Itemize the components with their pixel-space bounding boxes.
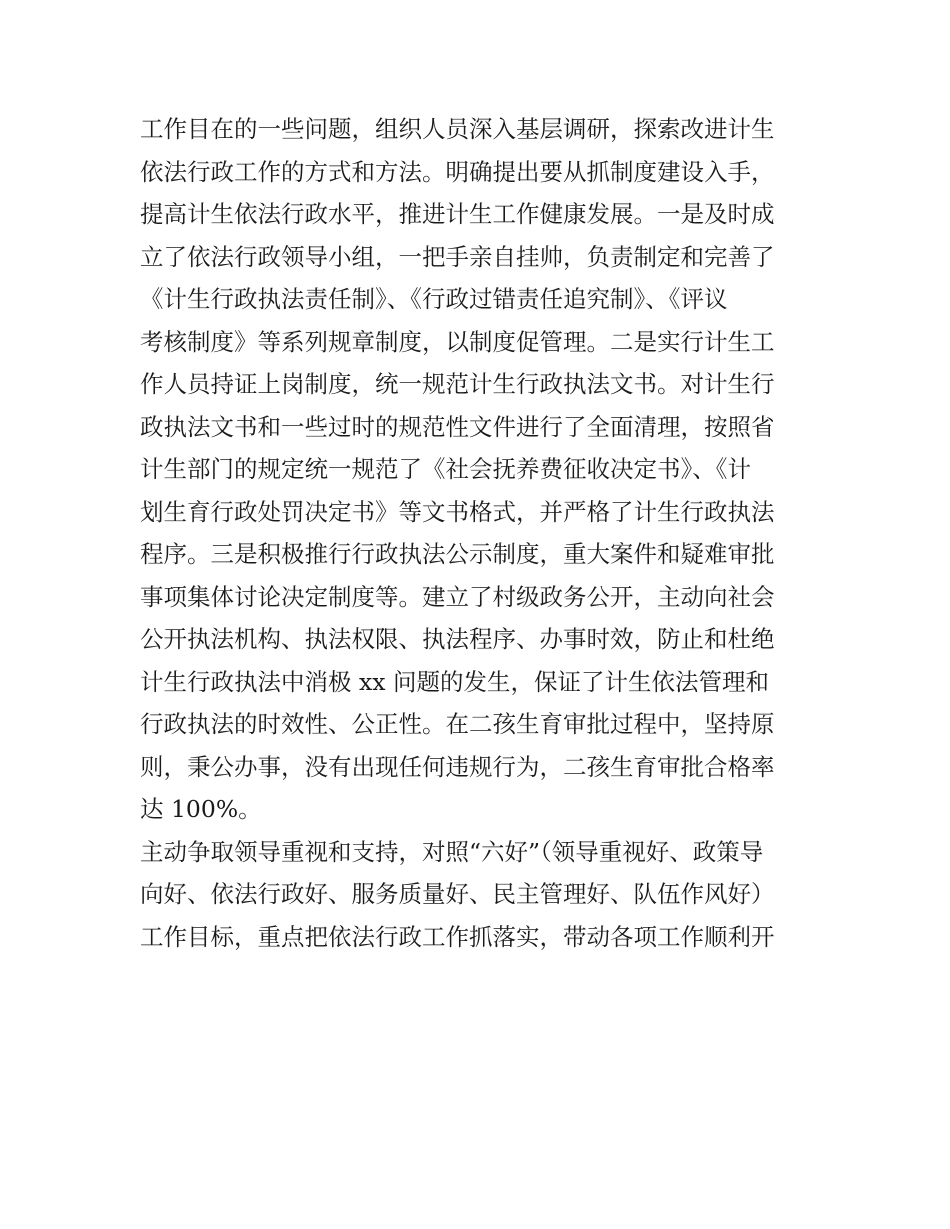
text-line: 考核制度》等系列规章制度，以制度促管理。二是实行计生工 [140, 327, 775, 356]
text-line: 则，秉公办事，没有出现任何违规行为，二孩生育审批合格率 [140, 752, 775, 781]
text-line: 作人员持证上岗制度，统一规范计生行政执法文书。对计生行 [140, 370, 775, 398]
text-line: 达 100%。 [140, 795, 262, 823]
text-line: 程序。三是积极推行行政执法公示制度，重大案件和疑难审批 [140, 540, 775, 568]
text-line: 主动争取领导重视和支持，对照“六好”（领导重视好、政策导 [140, 837, 764, 866]
text-line: 立了依法行政领导小组，一把手亲自挂帅，负责制定和完善了 [140, 242, 775, 271]
text-line: 行政执法的时效性、公正性。在二孩生育审批过程中，坚持原 [140, 710, 775, 738]
text-line: 政执法文书和一些过时的规范性文件进行了全面清理，按照省 [140, 412, 775, 441]
text-line: 提高计生依法行政水平，推进计生工作健康发展。一是及时成 [140, 200, 775, 228]
text-line: 事项集体讨论决定制度等。建立了村级政务公开，主动向社会 [140, 582, 775, 611]
text-line: 《计生行政执法责任制》、《行政过错责任追究制》、《评议 [140, 285, 728, 313]
text-line: 依法行政工作的方式和方法。明确提出要从抓制度建设入手， [140, 157, 775, 186]
text-line: 计生部门的规定统一规范了《社会抚养费征收决定书》、《计 [140, 455, 751, 483]
text-line: 计生行政执法中消极 xx 问题的发生，保证了计生依法管理和 [140, 667, 769, 696]
text-line: 向好、依法行政好、服务质量好、民主管理好、队伍作风好） [140, 880, 775, 908]
text-line: 工作目在的一些问题，组织人员深入基层调研，探索改进计生 [140, 115, 775, 143]
text-line: 划生育行政处罚决定书》等文书格式，并严格了计生行政执法 [140, 497, 775, 526]
text-line: 公开执法机构、执法权限、执法程序、办事时效，防止和杜绝 [140, 625, 775, 653]
document-body [140, 108, 820, 958]
text-line: 工作目标，重点把依法行政工作抓落实，带动各项工作顺利开 [140, 922, 775, 951]
